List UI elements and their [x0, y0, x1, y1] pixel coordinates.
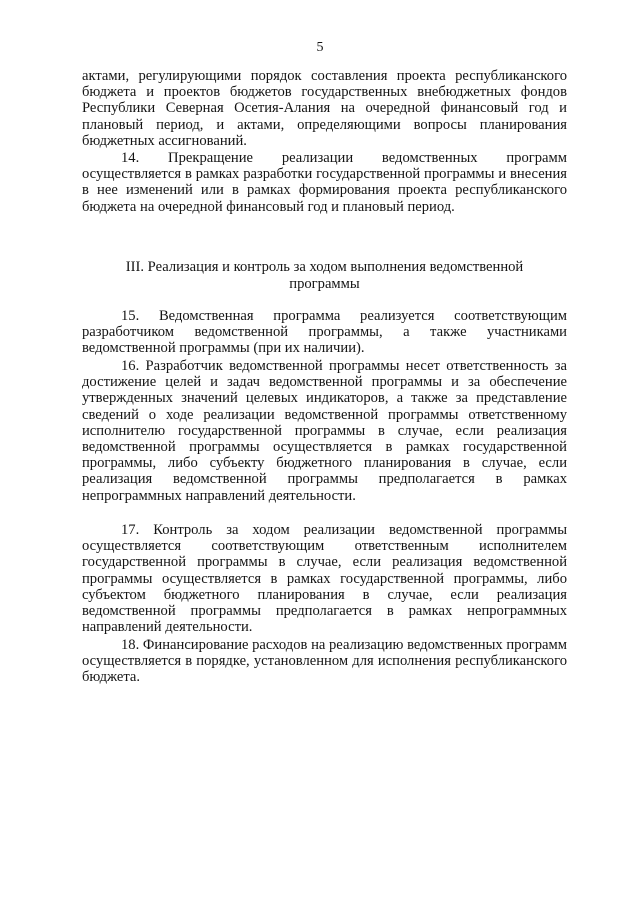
- heading-line-2: программы: [289, 275, 360, 292]
- heading-line-1: III. Реализация и контроль за ходом выполнения ведомственной: [125, 259, 524, 275]
- paragraph-text: 16. Разработчик ведомственной программы несет ответственность за достижение целей и задач ведомственной программы и за обеспечение утвержденных значений целевых индикаторов, а также за представление сведений о ходе реализации ведомственной программы ответственному исполнителю государственной программы в случае, если реализация ведомственной программы осуществляется в рамках государственной программы, либо субъекту бюджетного планирования в случае, если реализация ведомственной программы предполагается в рамках непрограммных направлений деятельности.: [82, 358, 567, 504]
- paragraph-text: 15. Ведомственная программа реализуется соответствующим разработчиком ведомственной программы, а также участниками ведомственной программы (при их наличии).: [82, 308, 567, 357]
- paragraph-16: [82, 358, 567, 504]
- section-3-heading: [82, 259, 567, 292]
- page-number: 5: [316, 40, 324, 55]
- paragraph-text: 18. Финансирование расходов на реализацию ведомственных программ осуществляется в порядке, установленном для исполнения республиканского бюджета.: [82, 637, 567, 686]
- paragraph-18: [82, 637, 567, 686]
- paragraph-13-continuation: [82, 68, 567, 149]
- paragraph-text: 14. Прекращение реализации ведомственных программ осуществляется в рамках разработки государственной программы и внесения в нее изменений или в рамках формирования проекта республиканского бюджета на очередной финансовый год и плановый период.: [82, 150, 567, 215]
- paragraph-15: [82, 308, 567, 357]
- paragraph-17: [82, 522, 567, 635]
- paragraph-text: актами, регулирующими порядок составления проекта республиканского бюджета и проектов бюджетов государственных внебюджетных фондов Республики Северная Осетия-Алания на очередной финансовый год и плановый период, и актами, определяющими вопросы планирования бюджетных ассигнований.: [82, 68, 567, 149]
- paragraph-text: 17. Контроль за ходом реализации ведомственной программы осуществляется соответствующим ответственным исполнителем государственной программы в случае, если реализация ведомственной программы осуществляется в рамках государственной программы, либо субъектом бюджетного планирования в случае, если реализация ведомственной программы предполагается в рамках непрограммных направлений деятельности.: [82, 522, 567, 636]
- paragraph-14: [82, 150, 567, 215]
